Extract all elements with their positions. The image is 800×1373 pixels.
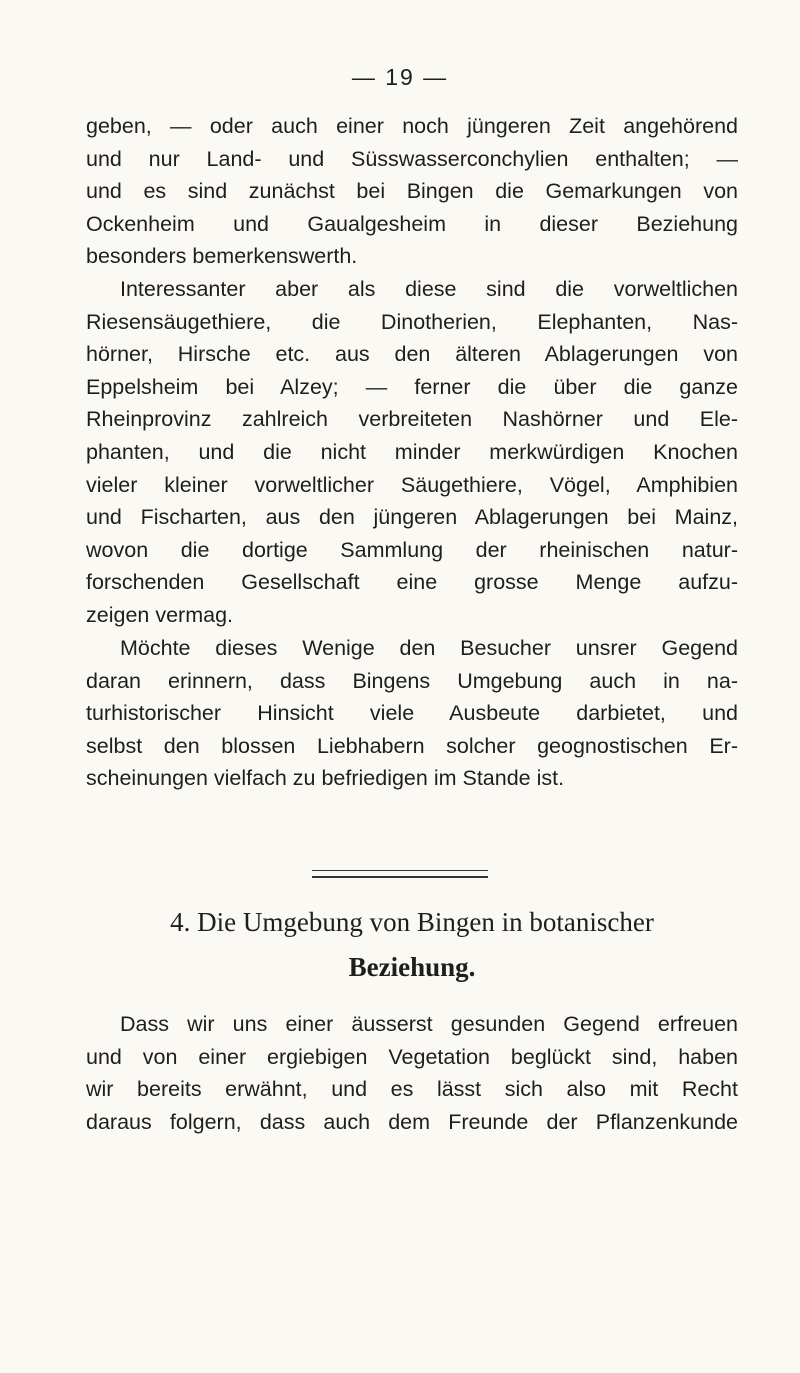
paragraph-1: [86, 110, 738, 273]
text-line: Eppelsheim bei Alzey; — ferner die über die ganze: [86, 374, 738, 399]
text-line: geben, — oder auch einer noch jüngeren Zeit angehörend: [86, 114, 738, 138]
text-line: Ockenheim und Gaualgesheim in dieser Beziehung: [86, 211, 738, 236]
text-line: daran erinnern, dass Bingens Umgebung auch in na-: [86, 668, 738, 693]
page-number: — 19 —: [351, 64, 449, 90]
section-heading-line-2: Beziehung.: [348, 952, 476, 982]
text-line: Möchte dieses Wenige den Besucher unsrer Gegend: [120, 636, 738, 660]
text-line: wovon die dortige Sammlung der rheinischen natur-: [86, 537, 738, 562]
text-line: daraus folgern, dass auch dem Freunde der Pflanzenkunde: [86, 1109, 738, 1134]
section-heading-line-1: 4. Die Umgebung von Bingen in botanischer: [170, 907, 654, 937]
text-line: vieler kleiner vorweltlicher Säugethiere, Vögel, Amphibien: [86, 472, 738, 497]
paragraph-4: [86, 1008, 738, 1138]
text-line: hörner, Hirsche etc. aus den älteren Ablagerungen von: [86, 342, 738, 367]
text-line: und es sind zunächst bei Bingen die Gemarkungen von: [86, 179, 738, 204]
text-line: selbst den blossen Liebhabern solcher geognostischen Er-: [86, 733, 738, 758]
text-line: und nur Land- und Süsswasserconchylien enthalten; —: [86, 146, 738, 171]
text-line: Dass wir uns einer äusserst gesunden Gegend erfreuen: [120, 1012, 738, 1036]
text-line: scheinungen vielfach zu befriedigen im Stande ist.: [86, 766, 565, 791]
text-line: Interessanter aber als diese sind die vorweltlichen: [120, 277, 738, 301]
text-line: turhistorischer Hinsicht viele Ausbeute darbietet, und: [86, 701, 738, 726]
text-line: und von einer ergiebigen Vegetation beglückt sind, haben: [86, 1044, 738, 1069]
text-line: zeigen vermag.: [86, 602, 233, 627]
section-divider: [312, 870, 488, 878]
text-line: und Fischarten, aus den jüngeren Ablagerungen bei Mainz,: [86, 505, 738, 530]
text-line: phanten, und die nicht minder merkwürdigen Knochen: [86, 439, 738, 464]
text-line: Riesensäugethiere, die Dinotherien, Elephanten, Nas-: [86, 309, 738, 334]
text-line: Rheinprovinz zahlreich verbreiteten Nashörner und Ele-: [86, 407, 738, 432]
text-line: besonders bemerkenswerth.: [86, 244, 358, 269]
paragraph-2: [86, 273, 738, 632]
text-line: forschenden Gesellschaft eine grosse Menge aufzu-: [86, 570, 738, 595]
paragraph-3: [86, 632, 738, 795]
text-line: wir bereits erwähnt, und es lässt sich also mit Recht: [86, 1077, 738, 1102]
